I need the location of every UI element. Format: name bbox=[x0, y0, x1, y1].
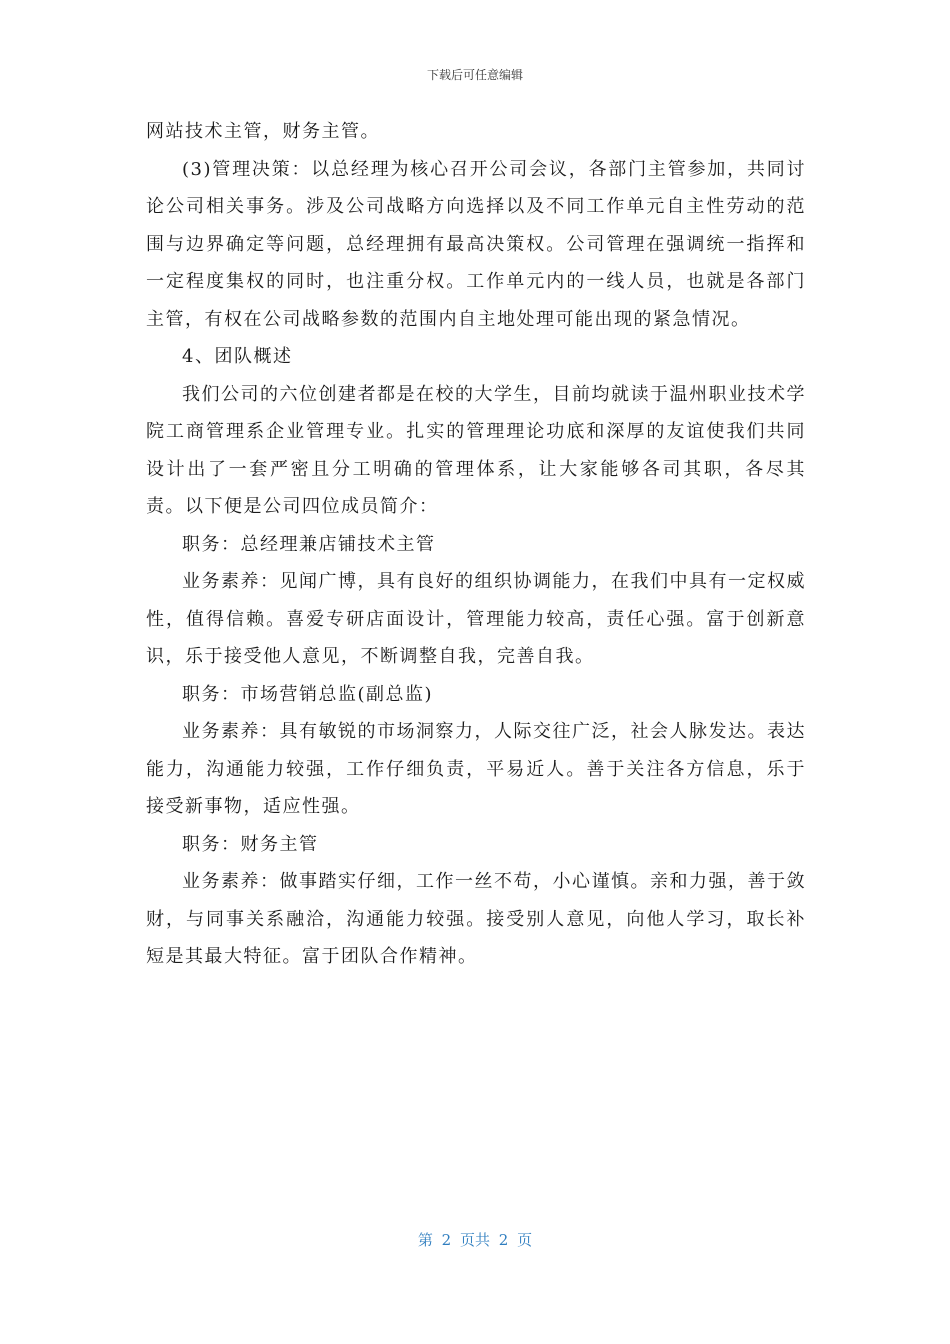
role-title-marketing-director: 职务：市场营销总监(副总监) bbox=[182, 683, 434, 705]
paragraph-team-intro: 我们公司的六位创建者都是在校的大学生，目前均就读于温州职业技术学院工商管理系企业管理专业。扎实的管理理论功底和深厚的友谊使我们共同设计出了一套严密且分工明确的管理体系，让大家能够各司其职，各尽其责。以下便是公司四位成员简介： bbox=[146, 383, 806, 517]
document-body bbox=[146, 113, 806, 976]
footer-total-pages: 2 bbox=[498, 1231, 509, 1249]
footer-label-middle: 页共 bbox=[459, 1231, 490, 1249]
paragraph-management-decision: (3)管理决策：以总经理为核心召开公司会议，各部门主管参加，共同讨论公司相关事务。涉及公司战略方向选择以及不同工作单元自主性劳动的范围与边界确定等问题，总经理拥有最高决策权。公司管理在强调统一指挥和一定程度集权的同时，也注重分权。工作单元内的一线人员，也就是各部门主管，有权在公司战略参数的范围内自主地处理可能出现的紧急情况。 bbox=[146, 158, 806, 330]
role-title-general-manager: 职务：总经理兼店铺技术主管 bbox=[182, 533, 436, 555]
role-title-finance-manager: 职务：财务主管 bbox=[182, 833, 319, 855]
footer-label-suffix: 页 bbox=[517, 1231, 533, 1249]
role-description-marketing-director: 业务素养：具有敏锐的市场洞察力，人际交往广泛，社会人脉发达。表达能力，沟通能力较强，工作仔细负责，平易近人。善于关注各方信息，乐于接受新事物，适应性强。 bbox=[146, 721, 806, 817]
footer-current-page: 2 bbox=[441, 1231, 452, 1249]
page-header: 下载后可任意编辑 bbox=[426, 68, 523, 82]
paragraph-continuation: 网站技术主管，财务主管。 bbox=[146, 121, 380, 142]
role-description-general-manager: 业务素养：见闻广博，具有良好的组织协调能力，在我们中具有一定权威性，值得信赖。喜爱专研店面设计，管理能力较高，责任心强。富于创新意识，乐于接受他人意见，不断调整自我，完善自我。 bbox=[146, 571, 806, 667]
footer-label-prefix: 第 bbox=[417, 1231, 433, 1249]
role-description-finance-manager: 业务素养：做事踏实仔细，工作一丝不苟，小心谨慎。亲和力强，善于敛财，与同事关系融洽，沟通能力较强。接受别人意见，向他人学习，取长补短是其最大特征。富于团队合作精神。 bbox=[146, 871, 806, 967]
page-footer bbox=[0, 1229, 950, 1250]
section-heading-team-overview: 4、团队概述 bbox=[182, 346, 293, 367]
